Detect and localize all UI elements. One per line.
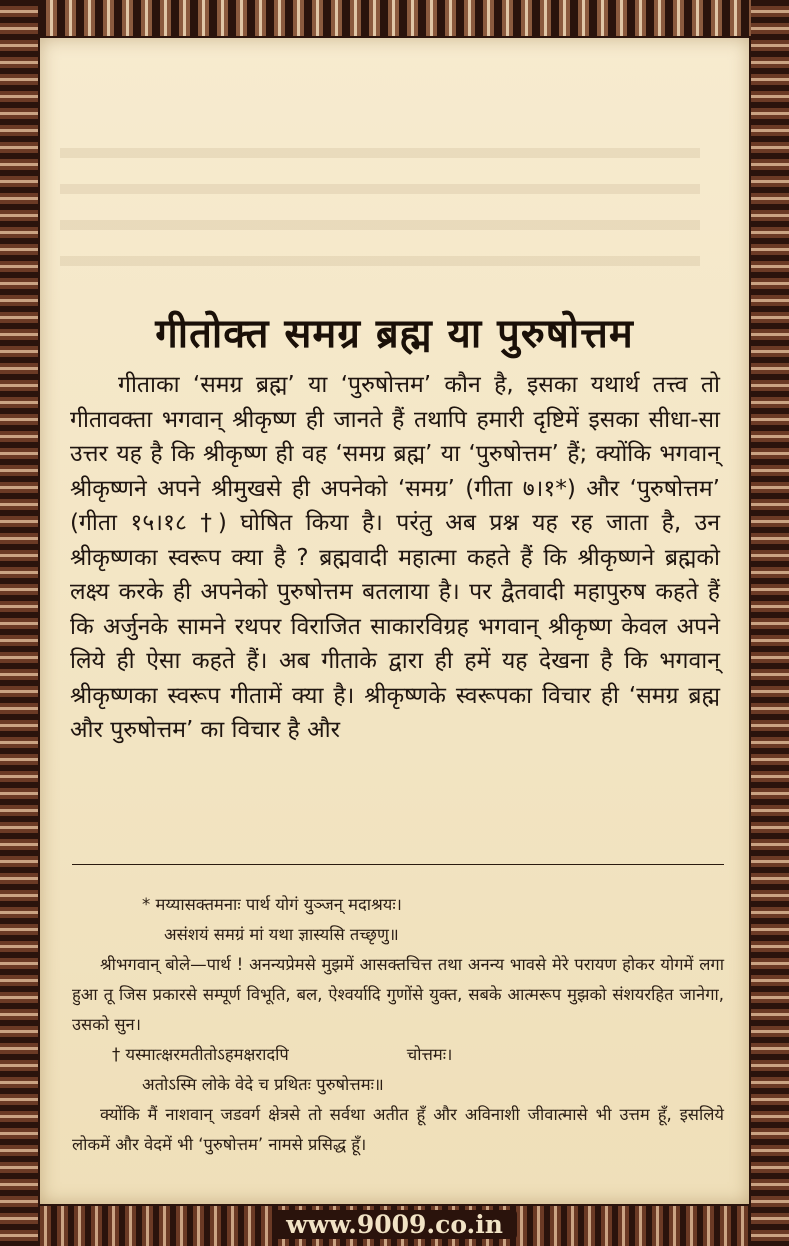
- footnote-2-verse-1b: चोत्तमः।: [406, 1045, 453, 1064]
- footnote-1-verse-1: * मय्यासक्तमनाः पार्थ योगं युञ्जन् मदाश्रयः।: [142, 895, 402, 914]
- footnote-divider: [72, 864, 724, 865]
- border-top-band: [38, 0, 751, 36]
- footnote-1-verse-2: असंशयं समग्रं मां यथा ज्ञास्यसि तच्छृणु॥: [164, 925, 399, 944]
- footnote-2-translation: क्योंकि मैं नाशवान् जडवर्ग क्षेत्रसे तो सर्वथा अतीत हूँ और अविनाशी जीवात्मासे भी उत्तम हूँ, इसलिये लोकमें और वेदमें भी ‘पुरुषोत्तम’ नामसे प्रसिद्ध हूँ।: [72, 1105, 724, 1154]
- footnote-2-verse-1: [72, 1040, 724, 1070]
- page-title: गीतोक्त समग्र ब्रह्म या पुरुषोत्तम: [155, 311, 634, 357]
- border-left-band: [0, 0, 38, 1246]
- footnote-1-translation: श्रीभगवान् बोले—पार्थ ! अनन्यप्रेमसे मुझमें आसक्तचित्त तथा अनन्य भावसे मेरे परायण होकर योगमें लगा हुआ तू जिस प्रकारसे सम्पूर्ण विभूति, बल, ऐश्वर्यादि गुणोंसे युक्त, सबके आत्मरूप मुझको संशयरहित जानेगा, उसको सुन।: [72, 955, 724, 1034]
- footnotes: [72, 890, 724, 1160]
- paragraph-text: गीताका ‘समग्र ब्रह्म’ या ‘पुरुषोत्तम’ कौन है, इसका यथार्थ तत्त्व तो गीतावक्ता भगवान् श्रीकृष्ण ही जानते हैं तथापि हमारी दृष्टिमें इसका सीधा-सा उत्तर यह है कि श्रीकृष्ण ही वह ‘समग्र ब्रह्म’ या ‘पुरुषोत्तम’ हैं; क्योंकि भगवान् श्रीकृष्णने अपने श्रीमुखसे ही अपनेको ‘समग्र’ (गीता ७।१*) और ‘पुरुषोत्तम’ (गीता १५।१८ †) घोषित किया है। परंतु अब प्रश्न यह रह जाता है, उन श्रीकृष्णका स्वरूप क्या है ? ब्रह्मवादी महात्मा कहते हैं कि श्रीकृष्णने ब्रह्मको लक्ष्य करके ही अपनेको पुरुषोत्तम बतलाया है। पर द्वैतवादी महापुरुष कहते हैं कि अर्जुनके सामने रथपर विराजित साकारविग्रह भगवान् श्रीकृष्ण केवल अपने लिये ही ऐसा कहते हैं। अब गीताके द्वारा ही हमें यह देखना है कि भगवान् श्रीकृष्णका स्वरूप गीतामें क्या है। श्रीकृष्णके स्वरूपका विचार ही ‘समग्र ब्रह्म और पुरुषोत्तम’ का विचार है और: [70, 372, 720, 743]
- border-right-band: [751, 0, 789, 1246]
- footnote-2-verse-2: अतोऽस्मि लोके वेदे च प्रथितः पुरुषोत्तमः॥: [142, 1075, 384, 1094]
- footnote-2-verse-1a: † यस्मात्क्षरमतीतोऽहमक्षरादपि: [112, 1045, 289, 1064]
- footer: [0, 1208, 789, 1246]
- website-link[interactable]: www.9009.co.in: [272, 1210, 517, 1239]
- main-paragraph: [70, 368, 720, 748]
